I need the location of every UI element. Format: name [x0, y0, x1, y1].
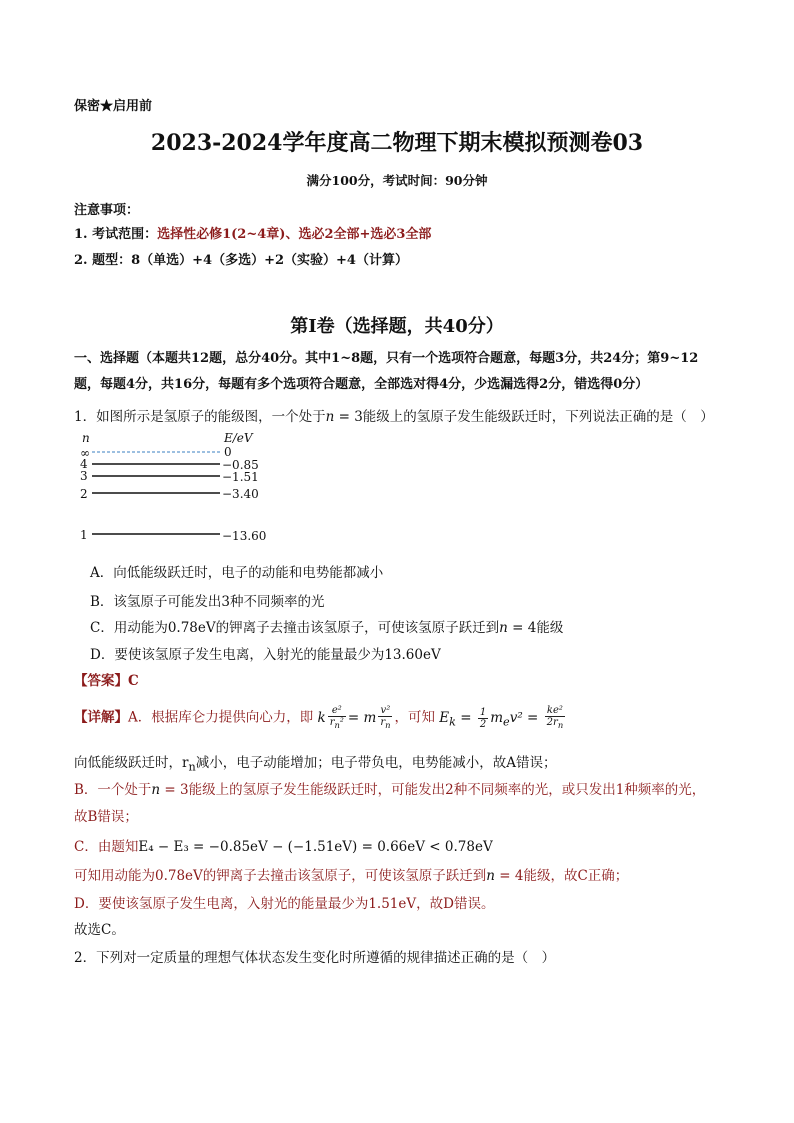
exam-title: 2023-2024学年度高二物理下期末模拟预测卷03 — [150, 130, 644, 156]
detail-b1-pre: B．一个处于 — [74, 782, 152, 798]
detail-a2-sub: n — [188, 760, 196, 774]
detail-a-line1 — [74, 705, 567, 731]
detail-c1-math: E₄ − E₃ = −0.85eV − (−1.51eV) = 0.66eV < 0.78eV — [138, 839, 493, 855]
detail-a-line2 — [74, 751, 556, 774]
q1-stem-eq: = 3 — [334, 409, 363, 425]
notice-heading: 注意事项： — [74, 203, 140, 218]
answer-label: 【答案】C — [74, 673, 139, 689]
detail-b-line1 — [74, 778, 705, 798]
level-n-4: 4 — [80, 457, 88, 471]
q1-stem-n: n — [325, 409, 335, 425]
level-n-inf: ∞ — [80, 446, 90, 460]
detail-c2-pre: 可知用动能为0.78eV的钾离子去撞击该氢原子，可使该氢原子跃迁到 — [74, 868, 487, 884]
detail-a-text2: ，可知 — [394, 709, 435, 726]
detail-conclusion: 故选C。 — [74, 922, 125, 938]
detail-b1-n: n — [151, 782, 161, 798]
coulomb-formula: k $\frac{\text{e²}}{r_n^2}$ = m $\frac{\text{v²}}{r_n}$ — [317, 705, 391, 730]
level-e-3: −1.51 — [222, 470, 259, 484]
level-n-3: 3 — [80, 469, 88, 483]
detail-c-line2 — [74, 864, 628, 884]
level-n-1: 1 — [80, 528, 88, 542]
detail-a2-rest: 减小，电子动能增加；电子带负电，电势能减小，故A错误； — [195, 755, 557, 771]
diagram-e-label: E/eV — [224, 431, 253, 445]
option-c-post: = 4能级 — [507, 620, 564, 636]
question-1-stem — [74, 405, 714, 425]
option-c — [90, 616, 563, 636]
section-title: 第Ⅰ卷（选择题，共40分） — [290, 316, 504, 337]
detail-a2-pre: 向低能级跃迁时，r — [74, 755, 189, 771]
detail-c2-n: n — [486, 868, 495, 884]
level-e-2: −3.40 — [222, 487, 259, 501]
section-instructions-line1: 一、选择题（本题共12题，总分40分。其中1~8题，只有一个选项符合题意，每题3分，共24分；第9~12 — [74, 351, 699, 366]
notice-item-scope-range: 选择性必修1(2~4章)、选必2全部+选必3全部 — [157, 227, 432, 242]
energy-level-diagram — [76, 430, 296, 548]
notice-item-types: 2. 题型：8（单选）+4（多选）+2（实验）+4（计算） — [74, 253, 408, 268]
option-c-pre: C．用动能为0.78eV的钾离子去撞击该氢原子，可使该氢原子跃迁到 — [90, 620, 500, 636]
detail-c-line1 — [74, 835, 493, 855]
detail-c1-pre: C．由题知 — [74, 839, 139, 855]
level-e-4: −0.85 — [222, 458, 259, 472]
detail-c2-post: = 4能级，故C正确； — [495, 868, 629, 884]
section-instructions-line2: 题，每题4分，共16分，每题有多个选项符合题意，全部选对得4分，少选漏选得2分，错选得0分） — [74, 377, 649, 392]
notice-item-scope — [74, 223, 431, 242]
level-e-1: −13.60 — [222, 529, 267, 543]
notice-item-scope-prefix: 1. 考试范围： — [74, 227, 158, 242]
exam-subtitle: 满分100分，考试时间：90分钟 — [306, 173, 488, 188]
detail-a-text1: A．根据库仑力提供向心力，即 — [128, 709, 314, 726]
detail-tag: 【详解】 — [74, 709, 128, 726]
q1-stem-part1: 1．如图所示是氢原子的能级图，一个处于 — [74, 409, 326, 425]
q1-stem-part2: 能级上的氢原子发生能级跃迁时，下列说法正确的是（ ） — [362, 409, 714, 425]
option-c-n: n — [499, 620, 508, 636]
option-a: A．向低能级跃迁时，电子的动能和电势能都减小 — [90, 565, 384, 581]
detail-b-line2: 故B错误； — [74, 809, 138, 825]
confidential-label: 保密★启用前 — [74, 99, 153, 114]
detail-b1-post: = 3能级上的氢原子发生能级跃迁时，可能发出2种不同频率的光，或只发出1种频率的光， — [160, 782, 706, 798]
option-d: D．要使该氢原子发生电离，入射光的能量最少为13.60eV — [90, 647, 441, 663]
question-2-stem: 2．下列对一定质量的理想气体状态发生变化时所遵循的规律描述正确的是（ ） — [74, 950, 556, 966]
detail-d-line: D．要使该氢原子发生电离，入射光的能量最少为1.51eV，故D错误。 — [74, 896, 495, 912]
kinetic-energy-formula: $E_k$ = $\frac{1}{2}$ $m_ev^2$ = $\frac{\text{ke²}}{2r_n}$ — [439, 705, 564, 730]
level-e-inf: 0 — [224, 445, 232, 459]
diagram-n-label: n — [82, 431, 90, 445]
level-n-2: 2 — [80, 487, 88, 501]
option-b: B．该氢原子可能发出3种不同频率的光 — [90, 594, 325, 610]
